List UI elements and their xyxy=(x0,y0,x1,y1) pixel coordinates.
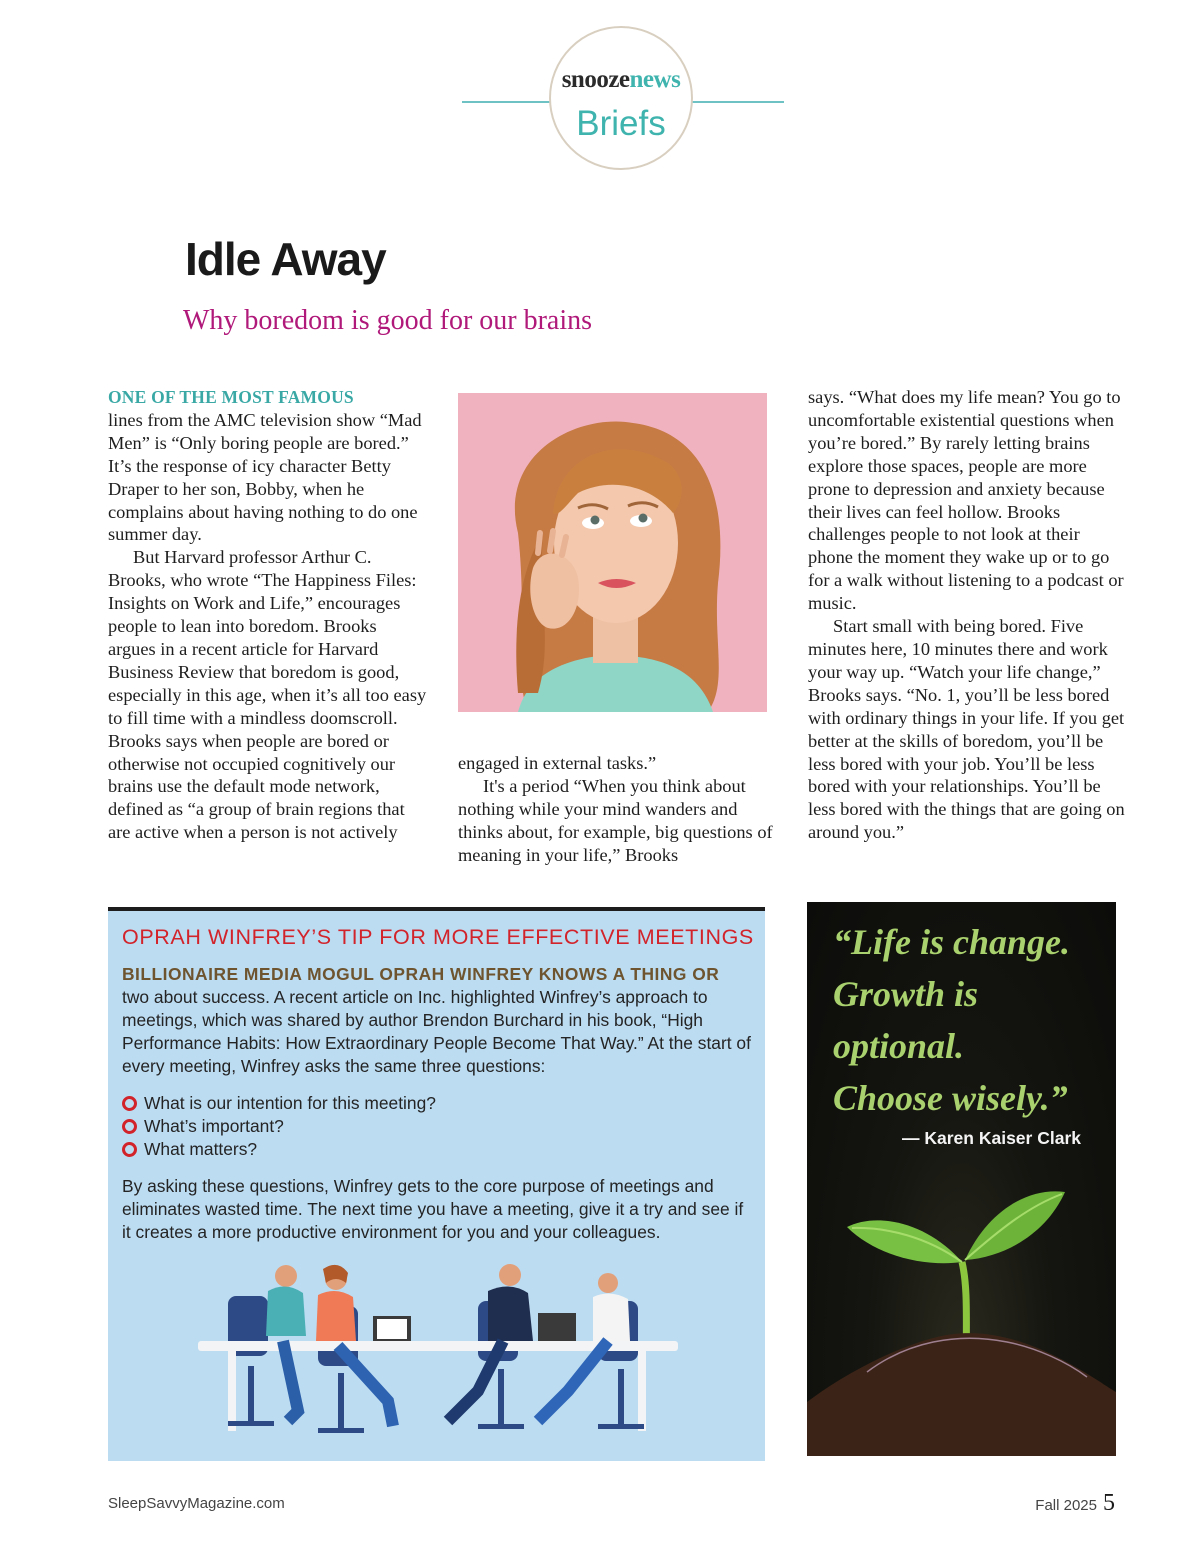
article-subtitle: Why boredom is good for our brains xyxy=(183,305,593,336)
quote-line-3: optional. xyxy=(833,1026,965,1066)
list-item: What matters? xyxy=(122,1138,752,1161)
quote-line-1: “Life is change. xyxy=(833,922,1070,962)
column2-paragraph-2: It's a period “When you think about nothing while your mind wanders and thinks about, for example, big questions of meaning in your life,” Brooks xyxy=(458,775,773,865)
footer-issue: Fall 2025 xyxy=(1035,1497,1097,1514)
oprah-tip-box xyxy=(108,907,765,1461)
bored-woman-illustration xyxy=(458,393,767,712)
footer-website: SleepSavvyMagazine.com xyxy=(108,1495,285,1512)
footer-issue-info xyxy=(1035,1490,1115,1517)
bored-woman-photo xyxy=(458,393,767,712)
brand-part2: news xyxy=(629,66,681,93)
tip-question-list xyxy=(122,1092,752,1161)
quote-box xyxy=(807,902,1116,1456)
article-column-3 xyxy=(808,386,1128,844)
column1-paragraph-1: lines from the AMC television show “Mad Men” is “Only boring people are bored.” It’s the response of icy character Betty Draper to her son, Bobby, when he complains about having nothing to do one summer day. xyxy=(108,409,422,545)
list-item: What’s important? xyxy=(122,1115,752,1138)
article-title: Idle Away xyxy=(185,233,386,285)
column2-paragraph-1: engaged in external tasks.” xyxy=(458,753,657,773)
tip-title: OPRAH WINFREY’S TIP FOR MORE EFFECTIVE MEETINGS xyxy=(122,925,754,949)
quote-attribution: — Karen Kaiser Clark xyxy=(902,1128,1081,1148)
tip-lead-in: BILLIONAIRE MEDIA MOGUL OPRAH WINFREY KNOWS A THING OR xyxy=(122,964,720,984)
quote-text xyxy=(833,916,1113,1124)
section-label: Briefs xyxy=(576,104,666,143)
brand-logo xyxy=(549,66,693,94)
column3-paragraph-1: says. “What does my life mean? You go to uncomfortable existential questions when you’re bored.” By rarely letting brains explore those spaces, people are more prone to depression and anxiety because their lives can feel hollow. Brooks challenges people to not look at their phone the moment they wake up or to go for a walk without listening to a podcast or music. xyxy=(808,387,1124,614)
quote-line-2: Growth is xyxy=(833,974,979,1014)
circle-bullet-icon xyxy=(122,1142,137,1157)
seedling-illustration xyxy=(807,1172,1116,1456)
article-column-1 xyxy=(108,386,428,844)
tip-body xyxy=(122,963,752,1244)
tip-closing: By asking these questions, Winfrey gets to the core purpose of meetings and eliminates wasted time. The next time you have a meeting, give it a try and see if it creates a more productive environment for you and your colleagues. xyxy=(122,1176,744,1242)
article-column-2 xyxy=(458,752,778,867)
article-lead-in: ONE OF THE MOST FAMOUS xyxy=(108,387,354,407)
circle-bullet-icon xyxy=(122,1096,137,1111)
page-number: 5 xyxy=(1103,1490,1115,1516)
quote-line-4: Choose wisely.” xyxy=(833,1078,1068,1118)
brand-part1: snooze xyxy=(561,66,630,93)
column3-paragraph-2: Start small with being bored. Five minutes here, 10 minutes there and work your way up. “Watch your life change,” Brooks says. “No. 1, you’ll be less bored with ordinary things in your life. If you get better at the skills of boredom, you’ll be less bored with your job. You’ll be less bored with your relationships. You’ll be less bored with the things that are going on around you.” xyxy=(808,616,1125,843)
meeting-illustration xyxy=(188,1261,688,1451)
header-emblem xyxy=(549,26,693,170)
list-item: What is our intention for this meeting? xyxy=(122,1092,752,1115)
tip-intro: two about success. A recent article on Inc. highlighted Winfrey’s approach to meetings, which was shared by author Brendon Burchard in his book, “High Performance Habits: How Extraordinary People Become That Way.” At the start of every meeting, Winfrey asks the same three questions: xyxy=(122,987,751,1076)
circle-bullet-icon xyxy=(122,1119,137,1134)
column1-paragraph-2: But Harvard professor Arthur C. Brooks, who wrote “The Happiness Files: Insights on Work and Life,” encourages people to lean into boredom. Brooks argues in a recent article for Harvard Business Review that boredom is good, especially in this age, when it’s all too easy to fill time with a mindless doomscroll. Brooks says when people are bored or otherwise not occupied cognitively our brains use the default mode network, defined as “a group of brain regions that are active when a person is not actively xyxy=(108,547,427,843)
